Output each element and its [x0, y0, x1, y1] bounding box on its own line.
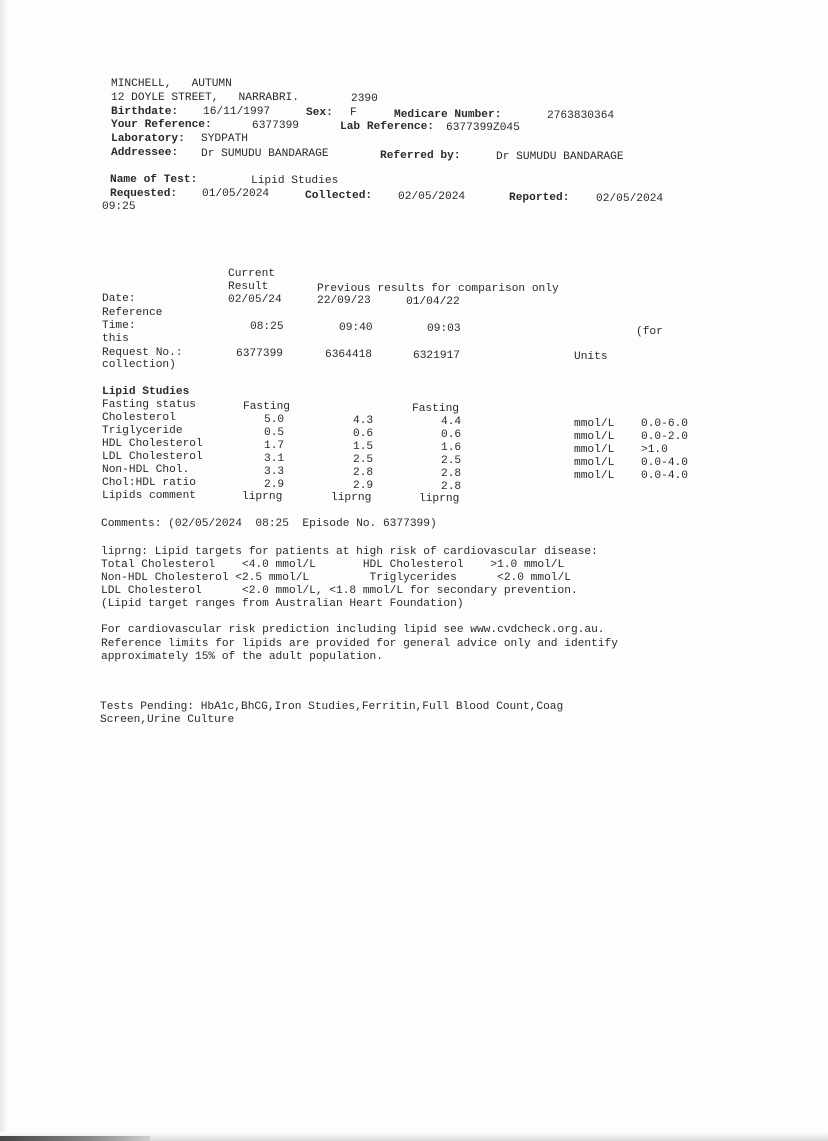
- lipid-row-current: 3.1: [264, 453, 285, 465]
- lipid-row-current: 1.7: [264, 440, 285, 452]
- reference-label: Reference: [102, 307, 163, 319]
- lipid-row-unit: mmol/L: [574, 470, 615, 482]
- patient-postcode: 2390: [351, 93, 378, 105]
- lipid-row-current: 5.0: [264, 414, 285, 426]
- referred-by-value: Dr SUMUDU BANDARAGE: [496, 151, 624, 163]
- lab-reference-value: 6377399Z045: [446, 122, 520, 134]
- collected-value: 02/05/2024: [398, 191, 466, 203]
- lipid-row-unit: mmol/L: [574, 418, 615, 430]
- comments-header: Comments: (02/05/2024 08:25 Episode No. 6377399): [101, 518, 437, 530]
- time-current: 08:25: [250, 321, 284, 333]
- lipid-row-previous-2: 2.8: [441, 468, 462, 480]
- request-number-previous-2: 6321917: [413, 350, 460, 362]
- units-label: Units: [574, 351, 608, 363]
- lipid-row-reference: >1.0: [641, 444, 668, 456]
- lipid-row-current: 0.5: [264, 427, 285, 439]
- collection-label: collection): [102, 359, 176, 371]
- lipid-row-previous-1: 0.6: [353, 428, 374, 440]
- lipids-comment-previous-1: liprng: [331, 492, 372, 504]
- lipid-row-previous-2: 1.6: [441, 442, 462, 454]
- reported-label: Reported:: [509, 192, 570, 204]
- request-number-current: 6377399: [236, 348, 283, 360]
- fasting-current: Fasting: [243, 401, 290, 413]
- comment-line: Total Cholesterol <4.0 mmol/L HDL Cholesterol >1.0 mmol/L: [101, 559, 565, 571]
- sex-value: F: [350, 107, 357, 119]
- addressee-value: Dr SUMUDU BANDARAGE: [201, 148, 329, 160]
- lipid-row-previous-1: 2.5: [353, 454, 374, 466]
- date-previous-2: 01/04/22: [406, 296, 460, 308]
- scan-edge-bar: [0, 1136, 150, 1141]
- this-label: this: [102, 333, 129, 345]
- request-time: 09:25: [102, 201, 136, 213]
- lipid-row-previous-2: 2.5: [441, 455, 462, 467]
- birthdate-label: Birthdate:: [111, 106, 179, 118]
- advice-line: approximately 15% of the adult population.: [101, 651, 383, 663]
- lipids-comment-previous-2: liprng: [419, 493, 460, 505]
- lipid-row-name: Triglyceride: [102, 425, 183, 437]
- comment-line: Non-HDL Cholesterol <2.5 mmol/L Triglycerides <2.0 mmol/L: [101, 572, 571, 584]
- request-number-previous-1: 6364418: [325, 349, 372, 361]
- test-name-label: Name of Test:: [110, 174, 198, 186]
- your-reference-value: 6377399: [252, 120, 299, 132]
- lipid-row-current: 2.9: [264, 479, 285, 491]
- lipid-row-unit: mmol/L: [574, 431, 615, 443]
- reported-value: 02/05/2024: [596, 193, 664, 205]
- tests-pending-line: Tests Pending: HbA1c,BhCG,Iron Studies,Ferritin,Full Blood Count,Coag: [100, 701, 564, 713]
- fasting-previous-2: Fasting: [412, 403, 459, 415]
- requested-value: 01/05/2024: [202, 188, 270, 200]
- date-current: 02/05/24: [228, 294, 282, 306]
- for-label: (for: [636, 326, 663, 338]
- your-reference-label: Your Reference:: [111, 119, 212, 131]
- advice-line: For cardiovascular risk prediction including lipid see www.cvdcheck.org.au.: [101, 624, 605, 636]
- date-label: Date:: [102, 293, 136, 305]
- lipid-row-previous-2: 2.8: [441, 481, 462, 493]
- patient-address: 12 DOYLE STREET, NARRABRI.: [111, 92, 299, 104]
- lipid-row-name: Cholesterol: [102, 412, 176, 424]
- lipid-row-unit: mmol/L: [574, 457, 615, 469]
- patient-name: MINCHELL, AUTUMN: [111, 78, 232, 90]
- lipid-row-previous-2: 0.6: [441, 429, 462, 441]
- page-shadow-left: [0, 0, 8, 1141]
- lipid-row-previous-1: 1.5: [353, 441, 374, 453]
- medicare-value: 2763830364: [547, 110, 615, 122]
- tests-pending-line: Screen,Urine Culture: [100, 714, 235, 726]
- time-label: Time:: [102, 320, 136, 332]
- lipid-row-current: 3.3: [264, 466, 285, 478]
- comment-line: LDL Cholesterol <2.0 mmol/L, <1.8 mmol/L for secondary prevention.: [101, 585, 578, 597]
- lipid-row-reference: 0.0-2.0: [641, 431, 688, 443]
- lipid-section-title: Lipid Studies: [102, 386, 190, 398]
- lipid-row-unit: mmol/L: [574, 444, 615, 456]
- medicare-label: Medicare Number:: [394, 109, 502, 121]
- collected-label: Collected:: [305, 190, 373, 202]
- time-previous-1: 09:40: [339, 322, 373, 334]
- laboratory-label: Laboratory:: [111, 133, 185, 145]
- lipid-row-name: HDL Cholesterol: [102, 438, 203, 450]
- sex-label: Sex:: [306, 107, 333, 119]
- advice-line: Reference limits for lipids are provided for general advice only and identify: [101, 638, 618, 650]
- lipid-row-previous-1: 4.3: [353, 415, 374, 427]
- lipid-row-previous-1: 2.9: [353, 480, 374, 492]
- lipid-row-name: LDL Cholesterol: [102, 451, 203, 463]
- lipid-row-reference: 0.0-4.0: [641, 470, 688, 482]
- lipid-row-reference: 0.0-4.0: [641, 457, 688, 469]
- test-name-value: Lipid Studies: [251, 175, 339, 187]
- time-previous-2: 09:03: [427, 323, 461, 335]
- date-previous-1: 22/09/23: [317, 295, 371, 307]
- request-number-label: Request No.:: [102, 347, 183, 359]
- current-result-heading-1: Current: [228, 268, 275, 280]
- previous-results-heading: Previous results for comparison only: [317, 283, 559, 295]
- comment-line: liprng: Lipid targets for patients at high risk of cardiovascular disease:: [101, 546, 598, 558]
- fasting-status-label: Fasting status: [102, 399, 196, 411]
- referred-by-label: Referred by:: [380, 150, 461, 162]
- addressee-label: Addressee:: [111, 147, 179, 159]
- current-result-heading-2: Result: [228, 281, 269, 293]
- lipid-row-reference: 0.0-6.0: [641, 418, 688, 430]
- birthdate-value: 16/11/1997: [203, 106, 271, 118]
- lipids-comment-label: Lipids comment: [102, 490, 196, 502]
- lipid-row-name: Chol:HDL ratio: [102, 477, 196, 489]
- lipid-row-previous-1: 2.8: [353, 467, 374, 479]
- comment-line: (Lipid target ranges from Australian Heart Foundation): [101, 598, 464, 610]
- lipid-row-previous-2: 4.4: [441, 416, 462, 428]
- lipid-row-name: Non-HDL Chol.: [102, 464, 190, 476]
- lab-reference-label: Lab Reference:: [340, 121, 434, 133]
- requested-label: Requested:: [110, 188, 178, 200]
- lipids-comment-current: liprng: [242, 491, 283, 503]
- laboratory-value: SYDPATH: [201, 133, 248, 145]
